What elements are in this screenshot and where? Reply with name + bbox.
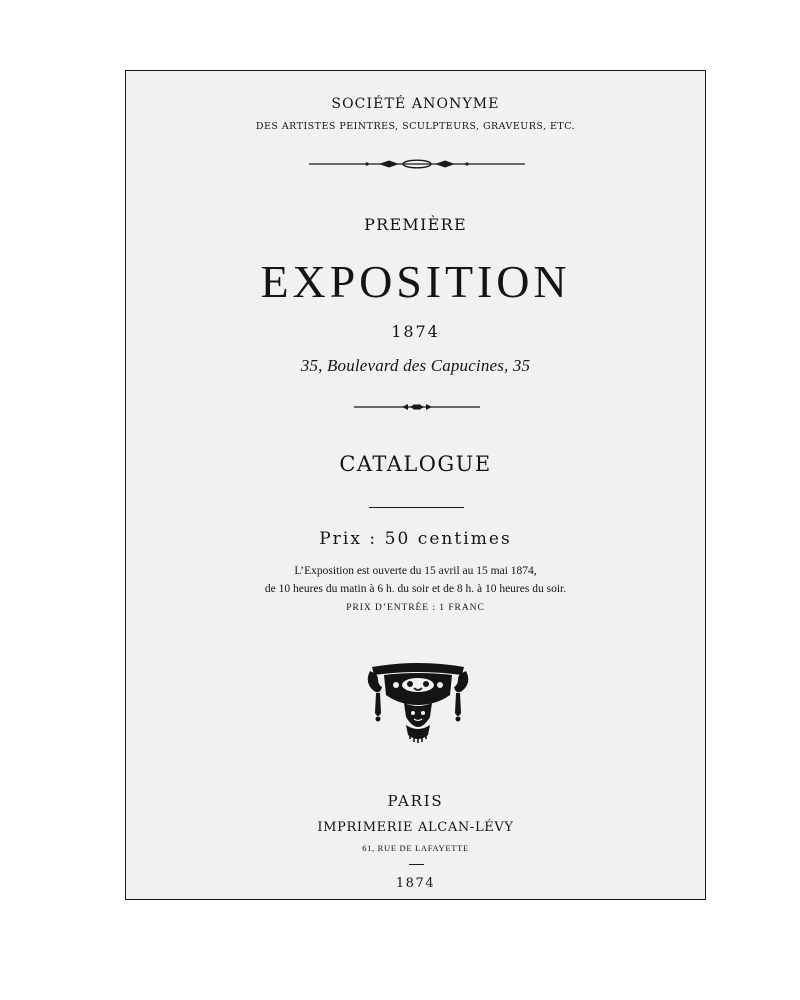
opening-dates: L’Exposition est ouverte du 15 avril au 15 mai 1874, — [294, 565, 537, 577]
exhibition-address: 35, Boulevard des Capucines, 35 — [300, 356, 531, 375]
entry-price: PRIX D’ENTRÉE : 1 FRANC — [346, 603, 485, 613]
opening-hours: de 10 heures du matin à 6 h. du soir et de 8 h. à 10 heures du soir. — [264, 583, 567, 595]
imprint-printer: IMPRIMERIE ALCAN-LÉVY — [317, 820, 514, 835]
imprint-city: PARIS — [387, 792, 444, 810]
catalogue-price: Prix : 50 centimes — [319, 529, 512, 549]
catalogue-heading: CATALOGUE — [339, 452, 492, 476]
catalogue-title-page — [125, 70, 706, 900]
decorative-mask-vignette-icon — [366, 661, 470, 745]
catalogue-underline — [369, 507, 464, 508]
imprint-year: 1874 — [395, 876, 436, 891]
society-members-line: DES ARTISTES PEINTRES, SCULPTEURS, GRAVEURS, ETC. — [255, 121, 576, 132]
exhibition-year: 1874 — [391, 322, 440, 341]
exhibition-title: EXPOSITION — [260, 256, 571, 307]
ornamental-divider-middle — [354, 401, 480, 413]
imprint-divider — [409, 864, 424, 865]
ornamental-divider-top — [309, 157, 525, 171]
society-heading: SOCIÉTÉ ANONYME — [331, 96, 500, 112]
imprint-address: 61, RUE DE LAFAYETTE — [362, 843, 469, 853]
exhibition-ordinal: PREMIÈRE — [364, 215, 467, 234]
